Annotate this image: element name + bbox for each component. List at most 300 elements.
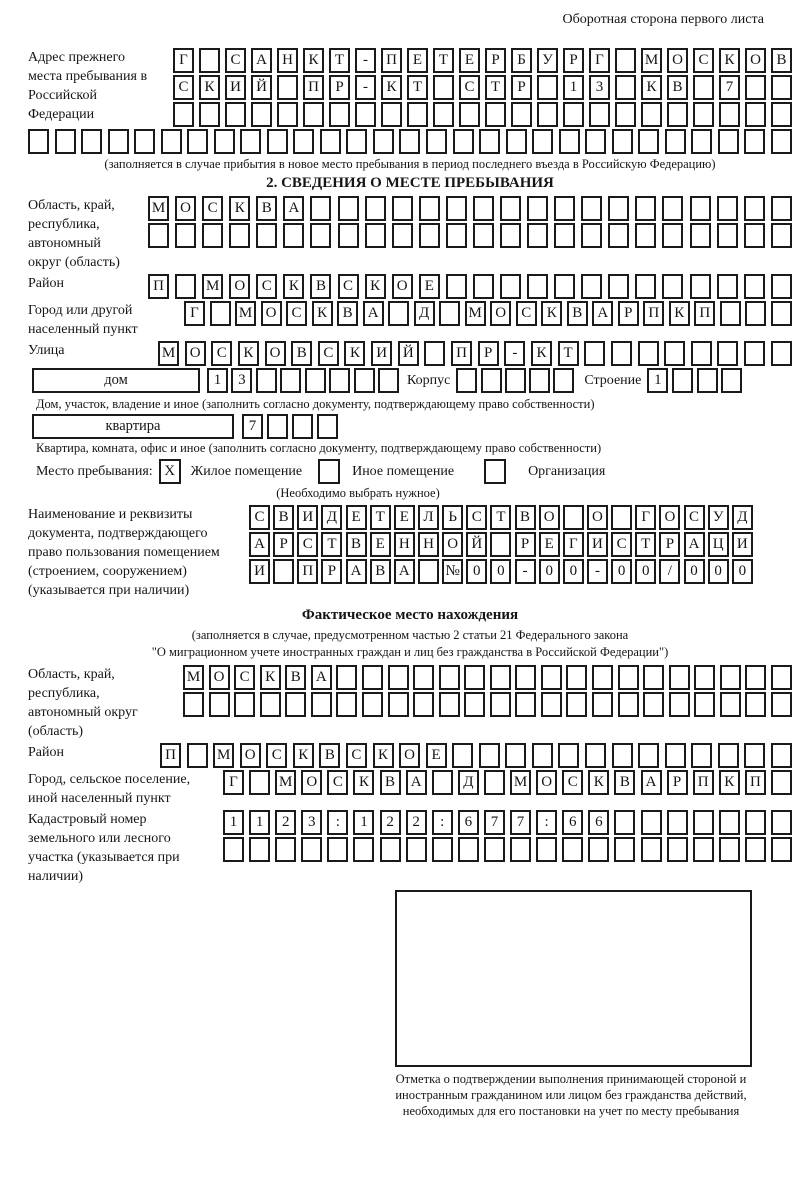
char-box[interactable]: Р [618,301,639,326]
char-box[interactable]: А [346,559,367,584]
char-box[interactable] [305,368,326,393]
char-box[interactable] [744,743,765,768]
char-box[interactable] [745,665,766,690]
char-box[interactable] [618,665,639,690]
char-box[interactable] [559,129,580,154]
char-box[interactable]: В [614,770,635,795]
char-box[interactable]: К [353,770,374,795]
char-box[interactable]: В [291,341,312,366]
char-box[interactable]: О [265,341,286,366]
char-box[interactable]: Т [433,48,454,73]
char-box[interactable]: С [297,532,318,557]
char-box[interactable]: А [363,301,384,326]
char-box[interactable] [277,102,298,127]
char-box[interactable] [641,837,662,862]
char-box[interactable]: П [303,75,324,100]
char-box[interactable]: В [256,196,277,221]
char-box[interactable] [745,102,766,127]
char-box[interactable]: 3 [301,810,322,835]
char-box[interactable] [458,837,479,862]
char-box[interactable]: М [158,341,179,366]
char-box[interactable]: С [346,743,367,768]
char-box[interactable] [608,274,629,299]
char-box[interactable] [532,129,553,154]
char-box[interactable] [209,692,230,717]
char-box[interactable]: 0 [732,559,753,584]
char-box[interactable]: К [365,274,386,299]
char-box[interactable]: Г [563,532,584,557]
char-box[interactable] [690,196,711,221]
char-box[interactable] [669,692,690,717]
char-box[interactable] [280,368,301,393]
char-box[interactable] [615,48,636,73]
char-box[interactable]: В [771,48,792,73]
char-box[interactable] [251,102,272,127]
char-box[interactable]: И [371,341,392,366]
char-box[interactable]: Г [184,301,205,326]
char-box[interactable]: Е [459,48,480,73]
char-box[interactable]: 3 [589,75,610,100]
char-box[interactable] [439,301,460,326]
char-box[interactable] [718,743,739,768]
char-box[interactable]: О [229,274,250,299]
char-box[interactable]: 2 [406,810,427,835]
char-box[interactable]: О [301,770,322,795]
char-box[interactable] [664,341,685,366]
char-box[interactable]: О [240,743,261,768]
char-box[interactable] [641,810,662,835]
char-box[interactable]: Р [563,48,584,73]
char-box[interactable] [229,223,250,248]
char-box[interactable]: Р [485,48,506,73]
char-box[interactable] [392,196,413,221]
char-box[interactable] [484,837,505,862]
char-box[interactable] [694,665,715,690]
char-box[interactable] [745,692,766,717]
char-box[interactable] [638,743,659,768]
char-box[interactable] [643,665,664,690]
char-box[interactable] [744,341,765,366]
char-box[interactable]: В [567,301,588,326]
char-box[interactable] [336,665,357,690]
char-box[interactable] [362,692,383,717]
char-box[interactable] [611,505,632,530]
char-box[interactable] [432,837,453,862]
char-box[interactable]: 6 [588,810,609,835]
char-box[interactable]: К [344,341,365,366]
char-box[interactable] [515,665,536,690]
char-box[interactable] [771,196,792,221]
char-box[interactable]: О [209,665,230,690]
char-box[interactable]: О [539,505,560,530]
char-box[interactable]: - [355,48,376,73]
char-box[interactable]: Н [418,532,439,557]
char-box[interactable] [473,223,494,248]
char-box[interactable]: К [719,48,740,73]
char-box[interactable]: А [406,770,427,795]
char-box[interactable]: С [234,665,255,690]
char-box[interactable] [424,341,445,366]
char-box[interactable] [406,837,427,862]
char-box[interactable] [527,274,548,299]
char-box[interactable]: П [693,770,714,795]
char-box[interactable]: А [641,770,662,795]
char-box[interactable] [694,692,715,717]
char-box[interactable]: 0 [466,559,487,584]
char-box[interactable]: В [285,665,306,690]
char-box[interactable] [392,223,413,248]
char-box[interactable]: О [490,301,511,326]
char-box[interactable] [585,743,606,768]
char-box[interactable] [303,102,324,127]
char-box[interactable]: У [537,48,558,73]
char-box[interactable] [273,559,294,584]
char-box[interactable]: М [641,48,662,73]
char-box[interactable] [635,223,656,248]
char-box[interactable] [744,129,765,154]
char-box[interactable]: 7 [719,75,740,100]
char-box[interactable] [553,368,574,393]
char-box[interactable]: Р [667,770,688,795]
char-box[interactable] [362,665,383,690]
char-box[interactable] [446,196,467,221]
char-box[interactable]: 3 [231,368,252,393]
char-box[interactable] [225,102,246,127]
char-box[interactable]: Й [251,75,272,100]
char-box[interactable]: / [659,559,680,584]
char-box[interactable]: О [175,196,196,221]
char-box[interactable]: Е [407,48,428,73]
char-box[interactable]: Е [426,743,447,768]
char-box[interactable]: К [641,75,662,100]
char-box[interactable] [187,743,208,768]
char-box[interactable] [563,505,584,530]
char-box[interactable]: В [370,559,391,584]
char-box[interactable]: Г [635,505,656,530]
char-box[interactable] [608,223,629,248]
char-box[interactable] [558,743,579,768]
char-box[interactable]: Й [398,341,419,366]
char-box[interactable] [541,692,562,717]
char-box[interactable] [433,75,454,100]
char-box[interactable]: К [588,770,609,795]
char-box[interactable]: Н [394,532,415,557]
char-box[interactable] [199,48,220,73]
char-box[interactable] [511,102,532,127]
char-box[interactable] [566,665,587,690]
char-box[interactable] [744,223,765,248]
char-box[interactable]: Р [515,532,536,557]
char-box[interactable] [537,102,558,127]
char-box[interactable]: О [659,505,680,530]
char-box[interactable]: К [669,301,690,326]
char-box[interactable] [452,743,473,768]
char-box[interactable]: 1 [207,368,228,393]
char-box[interactable] [407,102,428,127]
char-box[interactable] [612,129,633,154]
char-box[interactable] [690,223,711,248]
char-box[interactable]: 0 [539,559,560,584]
char-box[interactable] [771,692,792,717]
char-box[interactable] [745,75,766,100]
char-box[interactable] [744,274,765,299]
char-box[interactable] [717,341,738,366]
char-box[interactable]: К [303,48,324,73]
char-box[interactable]: С [211,341,232,366]
char-box[interactable] [771,341,792,366]
char-box[interactable]: Л [418,505,439,530]
char-box[interactable] [500,196,521,221]
char-box[interactable]: К [293,743,314,768]
char-box[interactable] [234,692,255,717]
char-box[interactable] [353,837,374,862]
char-box[interactable]: М [183,665,204,690]
char-box[interactable]: Т [370,505,391,530]
char-box[interactable] [380,837,401,862]
char-box[interactable]: 2 [275,810,296,835]
char-box[interactable]: 7 [484,810,505,835]
char-box[interactable] [771,665,792,690]
char-box[interactable] [464,665,485,690]
char-box[interactable]: Г [223,770,244,795]
char-box[interactable] [354,368,375,393]
char-box[interactable] [439,665,460,690]
char-box[interactable] [717,196,738,221]
char-box[interactable] [81,129,102,154]
char-box[interactable] [108,129,129,154]
char-box[interactable]: Т [407,75,428,100]
char-box[interactable] [399,129,420,154]
char-box[interactable] [771,301,792,326]
char-box[interactable] [433,102,454,127]
char-box[interactable] [338,196,359,221]
char-box[interactable] [473,274,494,299]
char-box[interactable] [667,810,688,835]
char-box[interactable]: - [355,75,376,100]
char-box[interactable]: П [297,559,318,584]
char-box[interactable] [505,368,526,393]
char-box[interactable]: М [465,301,486,326]
char-box[interactable]: Г [173,48,194,73]
char-box[interactable]: В [319,743,340,768]
char-box[interactable]: Д [458,770,479,795]
char-box[interactable] [643,692,664,717]
char-box[interactable]: 7 [510,810,531,835]
char-box[interactable] [693,837,714,862]
char-box[interactable] [388,301,409,326]
char-box[interactable]: К [373,743,394,768]
char-box[interactable] [611,341,632,366]
char-box[interactable] [490,532,511,557]
char-box[interactable] [667,102,688,127]
char-box[interactable]: Р [659,532,680,557]
char-box[interactable] [608,196,629,221]
char-box[interactable] [635,274,656,299]
char-box[interactable] [285,692,306,717]
char-box[interactable] [719,810,740,835]
char-box[interactable] [717,223,738,248]
char-box[interactable] [691,743,712,768]
char-box[interactable]: С [338,274,359,299]
char-box[interactable] [365,196,386,221]
char-box[interactable]: О [587,505,608,530]
char-box[interactable] [183,692,204,717]
char-box[interactable]: С [286,301,307,326]
char-box[interactable] [464,692,485,717]
char-box[interactable] [662,223,683,248]
char-box[interactable]: Е [394,505,415,530]
char-box[interactable] [479,743,500,768]
char-box[interactable]: Т [485,75,506,100]
char-box[interactable] [28,129,49,154]
stay-option-other-checkbox[interactable] [318,459,340,484]
char-box[interactable] [615,102,636,127]
char-box[interactable]: В [273,505,294,530]
char-box[interactable]: С [256,274,277,299]
char-box[interactable] [588,837,609,862]
char-box[interactable] [665,129,686,154]
char-box[interactable] [453,129,474,154]
char-box[interactable] [223,837,244,862]
char-box[interactable] [771,75,792,100]
char-box[interactable] [490,665,511,690]
char-box[interactable] [532,743,553,768]
char-box[interactable] [506,129,527,154]
char-box[interactable] [745,301,766,326]
char-box[interactable]: - [515,559,536,584]
char-box[interactable] [479,129,500,154]
char-box[interactable]: В [310,274,331,299]
char-box[interactable]: 1 [647,368,668,393]
char-box[interactable]: И [587,532,608,557]
char-box[interactable] [355,102,376,127]
char-box[interactable]: П [160,743,181,768]
char-box[interactable] [771,810,792,835]
char-box[interactable] [529,368,550,393]
char-box[interactable]: И [297,505,318,530]
char-box[interactable] [638,341,659,366]
char-box[interactable]: : [432,810,453,835]
char-box[interactable] [473,196,494,221]
char-box[interactable]: И [249,559,270,584]
char-box[interactable]: С [202,196,223,221]
char-box[interactable]: Т [635,532,656,557]
char-box[interactable] [771,837,792,862]
char-box[interactable]: В [667,75,688,100]
char-box[interactable]: С [327,770,348,795]
char-box[interactable] [283,223,304,248]
char-box[interactable]: А [592,301,613,326]
char-box[interactable]: Е [539,532,560,557]
char-box[interactable] [432,770,453,795]
char-box[interactable]: 0 [635,559,656,584]
char-box[interactable]: К [260,665,281,690]
char-box[interactable] [667,837,688,862]
char-box[interactable]: К [719,770,740,795]
char-box[interactable]: Е [346,505,367,530]
char-box[interactable] [745,810,766,835]
char-box[interactable]: С [693,48,714,73]
char-box[interactable] [329,368,350,393]
char-box[interactable]: А [283,196,304,221]
char-box[interactable]: Ь [442,505,463,530]
char-box[interactable] [691,341,712,366]
char-box[interactable]: С [173,75,194,100]
char-box[interactable] [672,368,693,393]
char-box[interactable] [719,102,740,127]
char-box[interactable]: У [708,505,729,530]
char-box[interactable] [771,743,792,768]
char-box[interactable]: 1 [223,810,244,835]
char-box[interactable]: Р [511,75,532,100]
char-box[interactable]: С [562,770,583,795]
char-box[interactable] [485,102,506,127]
char-box[interactable] [175,223,196,248]
char-box[interactable] [697,368,718,393]
char-box[interactable]: С [266,743,287,768]
char-box[interactable] [581,223,602,248]
char-box[interactable] [693,810,714,835]
char-box[interactable]: : [327,810,348,835]
char-box[interactable]: 6 [458,810,479,835]
char-box[interactable] [413,692,434,717]
char-box[interactable]: : [536,810,557,835]
char-box[interactable] [744,196,765,221]
char-box[interactable] [515,692,536,717]
char-box[interactable]: П [148,274,169,299]
char-box[interactable]: К [531,341,552,366]
char-box[interactable] [562,837,583,862]
char-box[interactable]: С [249,505,270,530]
char-box[interactable] [635,196,656,221]
char-box[interactable]: 7 [242,414,263,439]
char-box[interactable]: Г [589,48,610,73]
char-box[interactable] [317,414,338,439]
char-box[interactable]: Д [321,505,342,530]
char-box[interactable]: П [643,301,664,326]
char-box[interactable] [718,129,739,154]
char-box[interactable] [446,274,467,299]
char-box[interactable]: - [587,559,608,584]
char-box[interactable]: О [185,341,206,366]
char-box[interactable] [456,368,477,393]
char-box[interactable] [161,129,182,154]
char-box[interactable] [240,129,261,154]
char-box[interactable] [527,196,548,221]
char-box[interactable]: 0 [684,559,705,584]
char-box[interactable]: М [275,770,296,795]
char-box[interactable] [446,223,467,248]
char-box[interactable]: Е [370,532,391,557]
char-box[interactable] [592,665,613,690]
char-box[interactable] [554,274,575,299]
char-box[interactable]: Д [414,301,435,326]
char-box[interactable] [293,129,314,154]
char-box[interactable]: В [380,770,401,795]
char-box[interactable] [537,75,558,100]
char-box[interactable]: 1 [353,810,374,835]
char-box[interactable]: О [745,48,766,73]
char-box[interactable] [536,837,557,862]
char-box[interactable] [388,665,409,690]
char-box[interactable]: Ц [708,532,729,557]
char-box[interactable] [214,129,235,154]
char-box[interactable] [373,129,394,154]
char-box[interactable]: С [225,48,246,73]
char-box[interactable]: О [667,48,688,73]
char-box[interactable]: 6 [562,810,583,835]
char-box[interactable]: № [442,559,463,584]
